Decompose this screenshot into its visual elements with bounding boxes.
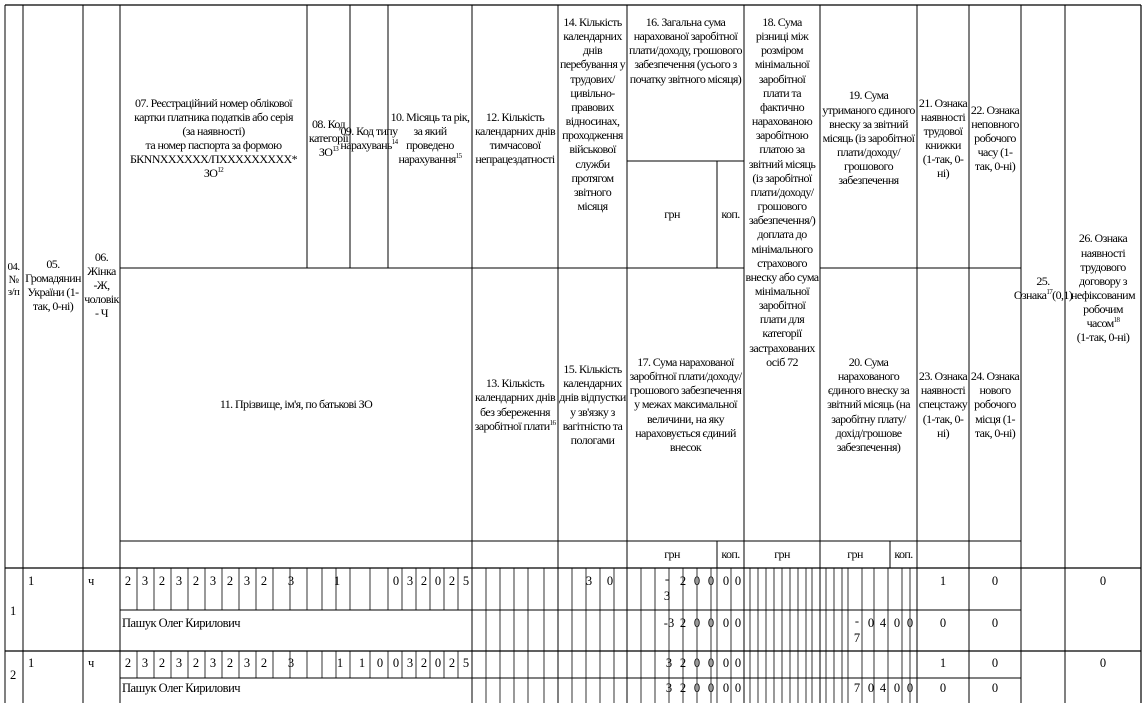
- period-digit: 3: [406, 574, 414, 588]
- employee-name: Пашук Олег Кирилович: [122, 616, 241, 630]
- sum16-digit: 0: [707, 656, 715, 670]
- sum20-digit: 0: [893, 616, 901, 630]
- sum16-digit: 0: [734, 656, 742, 670]
- id-digit: 2: [260, 574, 268, 588]
- header-17: 17. Сума нарахованої заробітної плати/доходу/грошового забезпечення у межах максимальної величини, на яку нараховується єдиний внесок: [629, 354, 742, 454]
- id-digit: 3: [243, 656, 251, 670]
- header-09: 09. Код типу нарахувань$^{14}$: [340, 123, 398, 152]
- id-digit: 2: [192, 656, 200, 670]
- sum17-digit: 2: [679, 681, 687, 695]
- id-digit: 2: [192, 574, 200, 588]
- header-16-grn: грн: [664, 207, 680, 222]
- header-06: 06. Жінка -Ж, чоловік - Ч: [84, 249, 119, 321]
- id-digit: 2: [124, 656, 132, 670]
- header-14: 14. Кількість календарних днів перебування у трудових/цивільно-правових відносинах, проходження військової служби протягом звітного місяця: [559, 15, 626, 214]
- header-22: 22. Ознака неповного робочого часу (1-так, 0-ні): [970, 102, 1020, 174]
- id-digit: 2: [124, 574, 132, 588]
- header-25: 25. Ознака$^{17}$(0,1): [1013, 273, 1073, 302]
- header-10: 10. Місяць та рік, за який проведено нарахування$^{15}$: [390, 109, 470, 167]
- id-digit: 3: [141, 574, 149, 588]
- pay-type-code: 1: [358, 656, 366, 670]
- period-digit: 0: [376, 656, 384, 670]
- sum17-digit: 0: [707, 616, 715, 630]
- employee-name: Пашук Олег Кирилович: [122, 681, 241, 695]
- flag-23: 0: [939, 616, 947, 630]
- flag-26: 0: [1099, 656, 1107, 670]
- header-19: 19. Сума утриманого єдиного внеску за звітний місяць (із заробітної плати/доходу/грошового забезпечення: [822, 88, 915, 188]
- sum16-digit: 0: [734, 574, 742, 588]
- sum17-digit: 0: [722, 681, 730, 695]
- sum20-digit: 0: [906, 616, 914, 630]
- sum16-digit: 3: [665, 656, 673, 670]
- category-code: 1: [333, 574, 341, 588]
- header-05: 05. Громадянин України (1-так, 0-ні): [25, 256, 81, 314]
- flag-24: 0: [991, 616, 999, 630]
- header-16: 16. Загальна сума нарахованої заробітної плати/доходу, грошового забезпечення (усього з початку звітного місяця): [629, 15, 742, 86]
- unit-18-grn: грн: [774, 547, 790, 562]
- id-digit: 3: [287, 574, 295, 588]
- sum17-digit: 0: [722, 616, 730, 630]
- citizen-flag: 1: [28, 574, 34, 588]
- unit-20-kop: коп.: [894, 547, 913, 562]
- period-digit: 0: [392, 656, 400, 670]
- sum16-sign: -: [664, 572, 670, 586]
- sum20-digit: 0: [867, 616, 875, 630]
- header-11: 11. Прізвище, ім'я, по батькові ЗО: [219, 397, 373, 412]
- period-digit: 3: [406, 656, 414, 670]
- sum16-digit: 0: [722, 574, 730, 588]
- header-18: 18. Сума різниці між розміром мінімальної заробітної плати та фактично нарахованою заробітною платою за звітний місяць (із заробітної плати/доходу/грошового забезпечення/) доплата до мінімального страхового внеску або сума мінімальної заробітної плати для категорії застрахованих осіб 72: [745, 15, 819, 369]
- header-20: 20. Сума нарахованого єдиного внеску за звітний місяць (на заробітну плату/дохід/грошове забезпечення): [827, 354, 910, 454]
- sum16-digit: 0: [722, 656, 730, 670]
- header-08: 08. Код категорії ЗО$^{13}$: [308, 116, 349, 160]
- id-digit: 3: [209, 574, 217, 588]
- flag-23: 0: [939, 681, 947, 695]
- gender: ч: [88, 656, 94, 670]
- days-14-digit: 3: [585, 574, 593, 588]
- sum20-sub: 7: [853, 631, 861, 645]
- header-04: 04. № з/п: [7, 260, 20, 299]
- period-digit: 2: [448, 574, 456, 588]
- category-code: 1: [336, 656, 344, 670]
- sum16-digit: 0: [707, 574, 715, 588]
- period-digit: 2: [420, 656, 428, 670]
- unit-17-kop: коп.: [721, 547, 740, 562]
- sum20-digit: 4: [879, 681, 887, 695]
- header-12: 12. Кількість календарних днів тимчасової непрацездатності: [474, 109, 556, 167]
- sum17-digit: 2: [679, 616, 687, 630]
- unit-17-grn: грн: [664, 547, 680, 562]
- flag-21: 1: [939, 656, 947, 670]
- header-26: 26. Ознака наявності трудового договору з нефіксованим робочим часом$^{18}$ (1-так, 0-ні): [1071, 231, 1135, 345]
- header-07: 07. Реєстраційний номер облікової картки платника податків або серія (за наявності) та номер паспорта за формою БКNNXXXXXX/ПXXXXXXXXX* ЗО$^{12}$: [129, 95, 298, 181]
- period-digit: 5: [462, 574, 470, 588]
- sum16-digit: 0: [693, 656, 701, 670]
- id-digit: 3: [175, 656, 183, 670]
- sum20-digit: 4: [879, 616, 887, 630]
- id-digit: 3: [287, 656, 295, 670]
- header-24: 24. Ознака нового робочого місця (1-так, 0-ні): [970, 369, 1020, 440]
- sum20-digit: 7: [853, 681, 861, 695]
- sum20-digit: 0: [893, 681, 901, 695]
- sum16-digit: 2: [679, 574, 687, 588]
- sum20-digit: 0: [867, 681, 875, 695]
- id-digit: 3: [141, 656, 149, 670]
- sum17-digit: 0: [693, 616, 701, 630]
- id-digit: 3: [243, 574, 251, 588]
- header-23: 23. Ознака наявності спецстажу (1-так, 0-ні): [918, 369, 968, 440]
- sum17-digit: -3: [663, 616, 675, 630]
- flag-21: 1: [939, 574, 947, 588]
- days-14-digit: 0: [606, 574, 614, 588]
- id-digit: 3: [175, 574, 183, 588]
- flag-22: 0: [991, 574, 999, 588]
- id-digit: 3: [209, 656, 217, 670]
- period-digit: 5: [462, 656, 470, 670]
- sum16-sub: 3: [663, 589, 671, 603]
- period-digit: 0: [392, 574, 400, 588]
- id-digit: 2: [158, 574, 166, 588]
- sum17-digit: 0: [734, 616, 742, 630]
- sum16-digit: 0: [693, 574, 701, 588]
- id-digit: 2: [158, 656, 166, 670]
- period-digit: 2: [420, 574, 428, 588]
- header-13: 13. Кількість календарних днів без збереження заробітної плати$^{16}$: [474, 376, 556, 433]
- period-digit: 0: [434, 656, 442, 670]
- period-digit: 0: [434, 574, 442, 588]
- row-number: 2: [10, 668, 16, 682]
- flag-26: 0: [1099, 574, 1107, 588]
- header-15: 15. Кількість календарних днів відпустки у зв'язку з вагітністю та пологами: [559, 362, 626, 447]
- flag-24: 0: [991, 681, 999, 695]
- id-digit: 2: [226, 574, 234, 588]
- id-digit: 2: [260, 656, 268, 670]
- unit-20-grn: грн: [847, 547, 863, 562]
- sum16-digit: 2: [679, 656, 687, 670]
- sum17-digit: 0: [693, 681, 701, 695]
- flag-22: 0: [991, 656, 999, 670]
- sum17-digit: 0: [707, 681, 715, 695]
- sum20-digit: 0: [906, 681, 914, 695]
- header-21: 21. Ознака наявності трудової книжки (1-так, 0-ні): [918, 95, 968, 181]
- period-digit: 2: [448, 656, 456, 670]
- id-digit: 2: [226, 656, 234, 670]
- sum17-digit: 0: [734, 681, 742, 695]
- citizen-flag: 1: [28, 656, 34, 670]
- gender: ч: [88, 574, 94, 588]
- sum20-sign: -: [854, 614, 860, 628]
- header-16-kop: коп.: [721, 207, 740, 222]
- row-number: 1: [10, 604, 16, 618]
- sum17-digit: 3: [665, 681, 673, 695]
